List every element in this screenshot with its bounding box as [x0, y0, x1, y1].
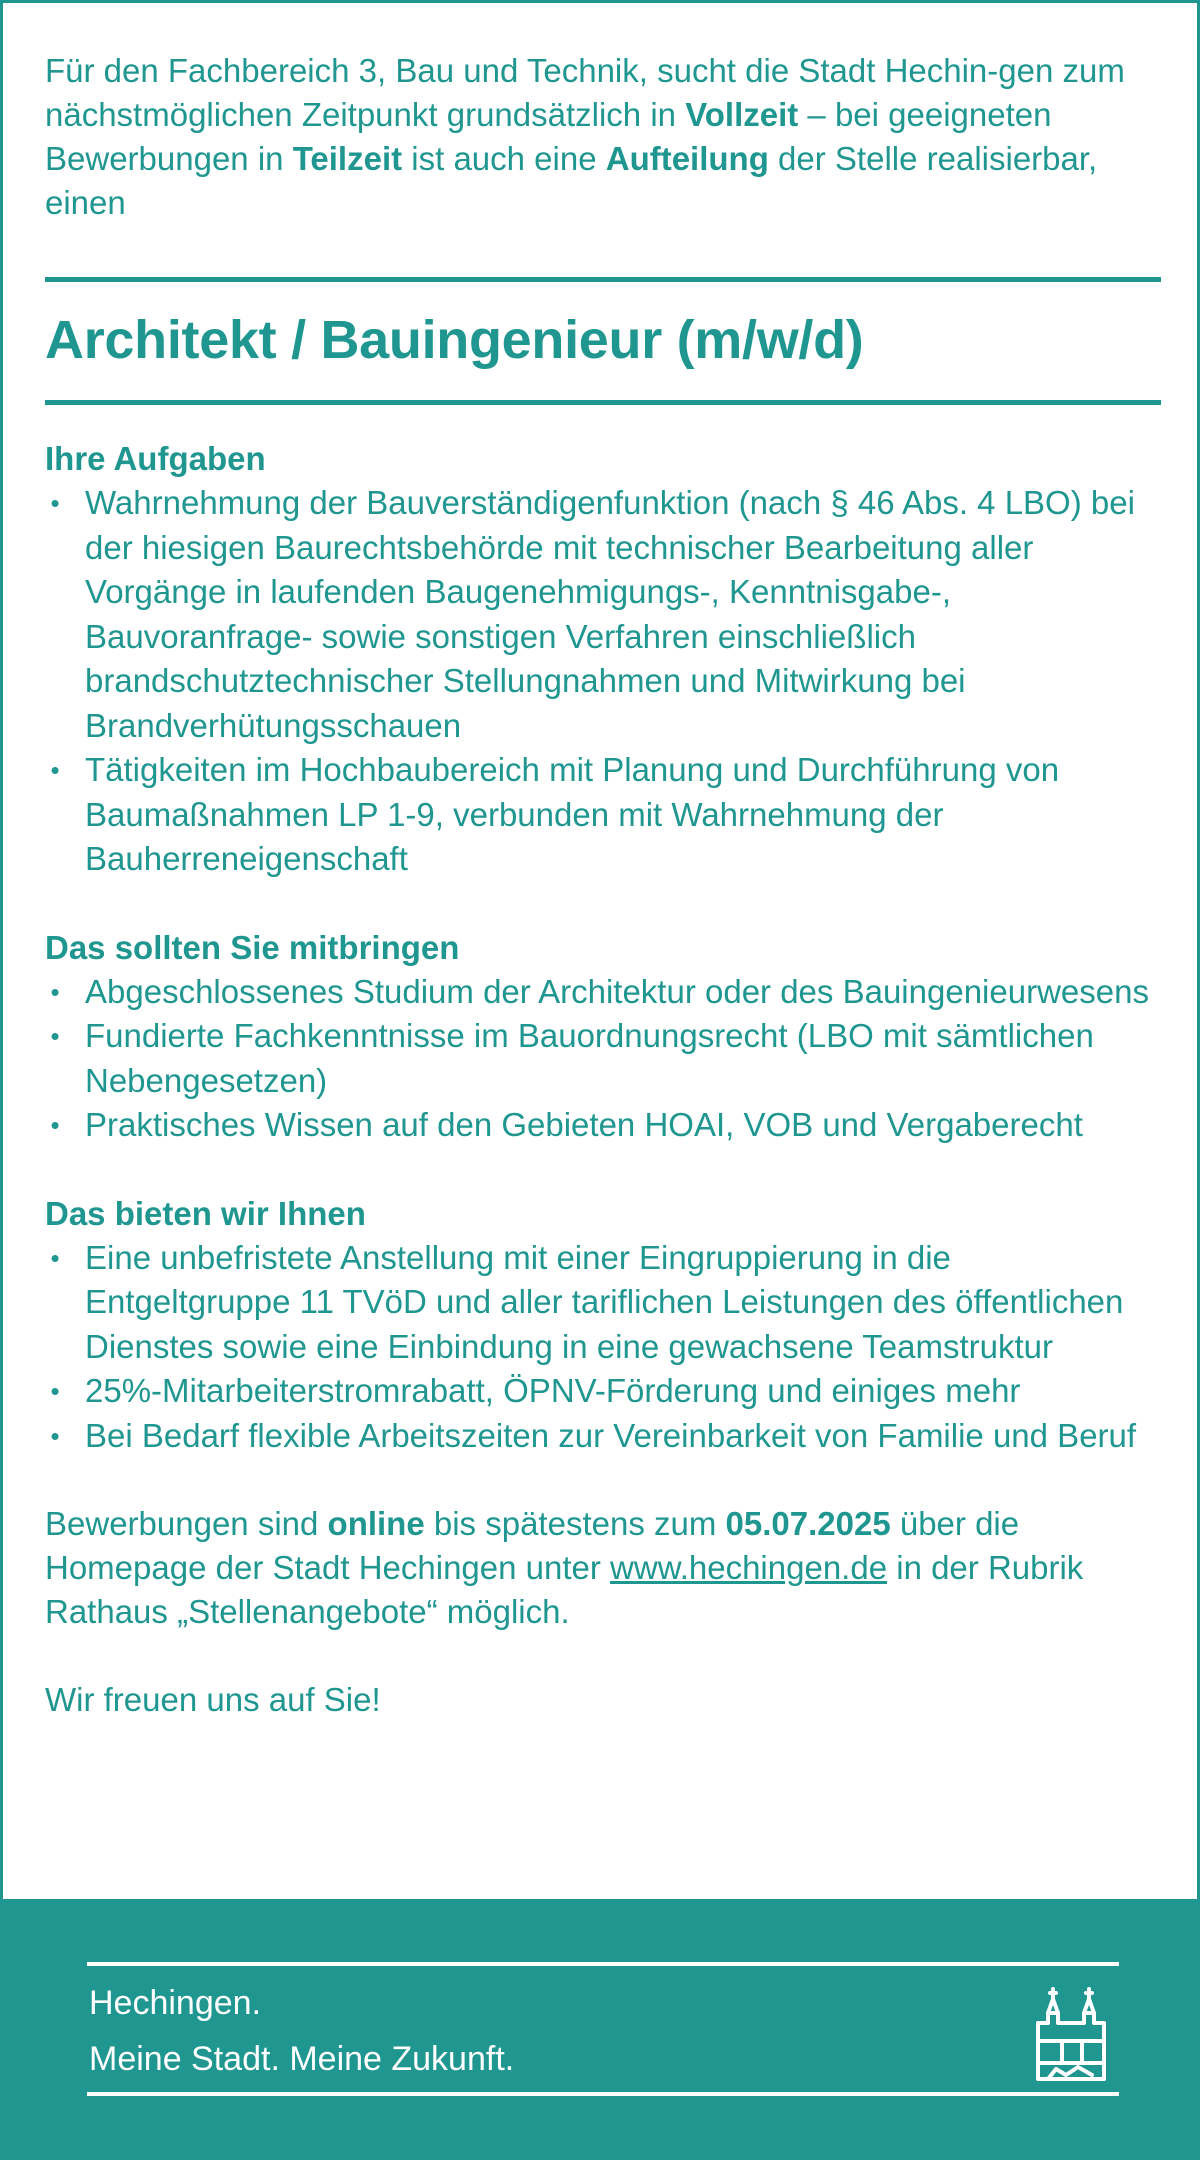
intro-text: Für den Fachbereich 3, Bau und Technik, sucht die Stadt Hechin-gen zum nächstmöglichen Zeitpunkt grundsätzlich in: [45, 52, 1125, 133]
tasks-list: [45, 481, 1161, 882]
intro-text: ist auch eine: [402, 140, 606, 177]
intro-emphasis-teilzeit: Teilzeit: [292, 140, 403, 177]
closing-emphasis-online: online: [327, 1505, 425, 1542]
ad-content: [45, 49, 1161, 1722]
list-item-text: Eine unbefristete Anstellung mit einer Eingruppierung in die Entgeltgruppe 11 TVöD und aller tariflichen Leistungen des öffentlichen Dienstes sowie eine Einbindung in eine gewachsene Teamstruktur: [85, 1238, 1124, 1365]
title-divider-bottom: [45, 400, 1161, 405]
footer-divider-bottom: [87, 2092, 1119, 2096]
footer-slogan-line-1: Hechingen.: [89, 1984, 262, 2022]
list-item-text: Wahrnehmung der Bauverständigenfunktion (nach § 46 Abs. 4 LBO) bei der hiesigen Baurechtsbehörde mit technischer Bearbeitung aller Vorgänge in laufenden Baugenehmigungs-, Kenntnisgabe-, Bauvoranfrage- sowie sonstigen Verfahren einschließlich brandschutztechnischer Stellungnahmen und Mitwirkung bei Brandverhütungsschauen: [85, 484, 1135, 744]
offer-list: [45, 1236, 1161, 1459]
section-offer: [45, 1192, 1161, 1459]
requirements-list: [45, 970, 1161, 1148]
list-item-text: Bei Bedarf flexible Arbeitszeiten zur Vereinbarkeit von Familie und Beruf: [85, 1416, 1137, 1454]
list-item: [45, 1014, 1161, 1103]
bullet-icon: •: [50, 1242, 60, 1273]
intro-text: der Stelle realisierbar, einen: [45, 140, 1098, 221]
bullet-icon: •: [50, 1110, 60, 1140]
bullet-icon: •: [50, 488, 60, 518]
bullet-icon: •: [50, 755, 60, 785]
homepage-link[interactable]: www.hechingen.de: [610, 1549, 888, 1586]
section-tasks: [45, 437, 1161, 882]
closing-greeting: Wir freuen uns auf Sie!: [45, 1681, 381, 1718]
list-item-text: Abgeschlossenes Studium der Architektur oder des Bauingenieurwesens: [85, 972, 1149, 1010]
list-item: [45, 970, 1161, 1015]
footer-divider-top: [87, 1962, 1119, 1966]
bullet-icon: •: [50, 1021, 60, 1051]
list-item-text: Praktisches Wissen auf den Gebieten HOAI, VOB und Vergaberecht: [85, 1106, 1083, 1143]
bullet-icon: •: [50, 1376, 60, 1406]
intro-emphasis-aufteilung: Aufteilung: [605, 140, 769, 177]
list-item-text: 25%-Mitarbeiterstromrabatt, ÖPNV-Förderung und einiges mehr: [85, 1372, 1021, 1409]
intro-paragraph: [45, 49, 1161, 225]
list-item: [45, 1369, 1161, 1414]
closing-text: bis spätestens zum: [424, 1505, 726, 1542]
job-title: Architekt / Bauingenieur (m/w/d): [45, 310, 864, 370]
list-item: [45, 1236, 1161, 1370]
closing-text: in der Rubrik Rathaus „Stellenangebote“ möglich.: [45, 1549, 1084, 1630]
bullet-icon: •: [50, 976, 60, 1007]
list-item: [45, 748, 1161, 882]
list-item-text: Fundierte Fachkenntnisse im Bauordnungsrecht (LBO mit sämtlichen Nebengesetzen): [85, 1017, 1094, 1099]
section-heading: Das bieten wir Ihnen: [45, 1194, 366, 1232]
hechingen-crest-icon: [1034, 1983, 1108, 2083]
list-item-text: Tätigkeiten im Hochbaubereich mit Planung und Durchführung von Baumaßnahmen LP 1-9, verbunden mit Wahrnehmung der Bauherreneigenschaft: [85, 751, 1060, 877]
application-deadline: 05.07.2025: [725, 1505, 891, 1542]
list-item: [45, 1103, 1161, 1148]
application-info: [45, 1502, 1161, 1634]
title-divider-top: [45, 277, 1161, 282]
list-item: [45, 1414, 1161, 1459]
section-heading: Das sollten Sie mitbringen: [45, 928, 460, 966]
intro-text: – bei geeigneten Bewerbungen in: [45, 96, 1052, 177]
section-heading: Ihre Aufgaben: [45, 440, 266, 477]
bullet-icon: •: [50, 1420, 60, 1451]
footer-slogan-line-2: Meine Stadt. Meine Zukunft.: [89, 2040, 515, 2078]
closing-text: über die Homepage der Stadt Hechingen unter: [45, 1505, 1020, 1586]
intro-emphasis-vollzeit: Vollzeit: [685, 96, 799, 133]
list-item: [45, 481, 1161, 748]
closing-text: Bewerbungen sind: [45, 1505, 328, 1542]
section-requirements: [45, 926, 1161, 1148]
footer-banner: [3, 1899, 1197, 2157]
